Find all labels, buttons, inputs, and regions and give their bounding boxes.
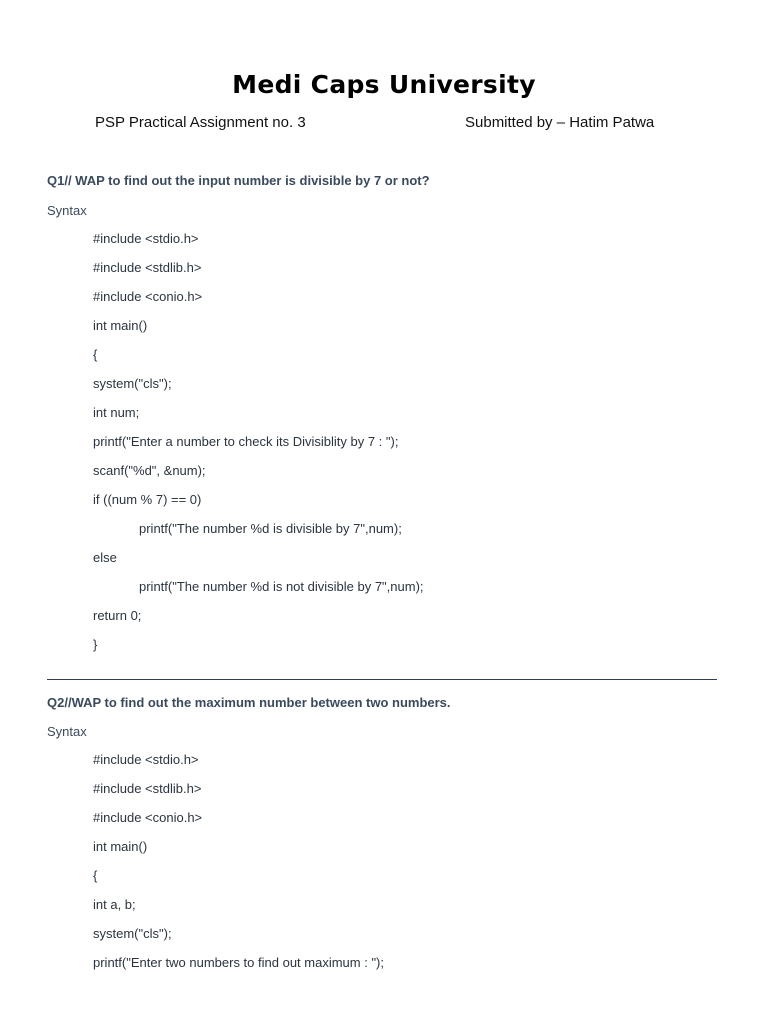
q1-syntax-label: Syntax <box>47 203 87 218</box>
section-divider <box>47 679 717 680</box>
q2-code-line: int main() <box>93 839 148 854</box>
q2-question: Q2//WAP to find out the maximum number between two numbers. <box>47 695 451 710</box>
q2-code-line: { <box>93 868 98 883</box>
q2-code-line: int a, b; <box>93 897 136 912</box>
q1-code-line: system("cls"); <box>93 376 172 391</box>
q1-code-line: printf("Enter a number to check its Divisiblity by 7 : "); <box>93 434 399 449</box>
q2-code-line: #include <stdio.h> <box>93 752 199 767</box>
submitted-by-label: Submitted by – Hatim Patwa <box>465 114 655 131</box>
assignment-label: PSP Practical Assignment no. 3 <box>95 114 306 131</box>
q2-code-line: printf("Enter two numbers to find out maximum : "); <box>93 955 384 970</box>
q1-question: Q1// WAP to find out the input number is divisible by 7 or not? <box>47 173 430 188</box>
q1-code-line: else <box>93 550 117 565</box>
q2-code-line: #include <conio.h> <box>93 810 203 825</box>
q1-code-line: printf("The number %d is divisible by 7",num); <box>139 521 402 536</box>
q2-syntax-label: Syntax <box>47 724 87 739</box>
q1-code-line: printf("The number %d is not divisible by 7",num); <box>139 579 424 594</box>
q2-code-line: #include <stdlib.h> <box>93 781 202 796</box>
q1-code-line: #include <conio.h> <box>93 289 203 304</box>
q1-code-line: #include <stdlib.h> <box>93 260 202 275</box>
q1-code-line: int num; <box>93 405 140 420</box>
q1-code-line: int main() <box>93 318 148 333</box>
q1-code-line: { <box>93 347 98 362</box>
document-title: Medi Caps University <box>232 70 536 99</box>
q1-code-line: if ((num % 7) == 0) <box>93 492 202 507</box>
q1-code-line: return 0; <box>93 608 142 623</box>
q2-code-line: system("cls"); <box>93 926 172 941</box>
q1-code-line: scanf("%d", &num); <box>93 463 206 478</box>
q1-code-line: } <box>93 637 98 652</box>
q1-code-line: #include <stdio.h> <box>93 231 199 246</box>
